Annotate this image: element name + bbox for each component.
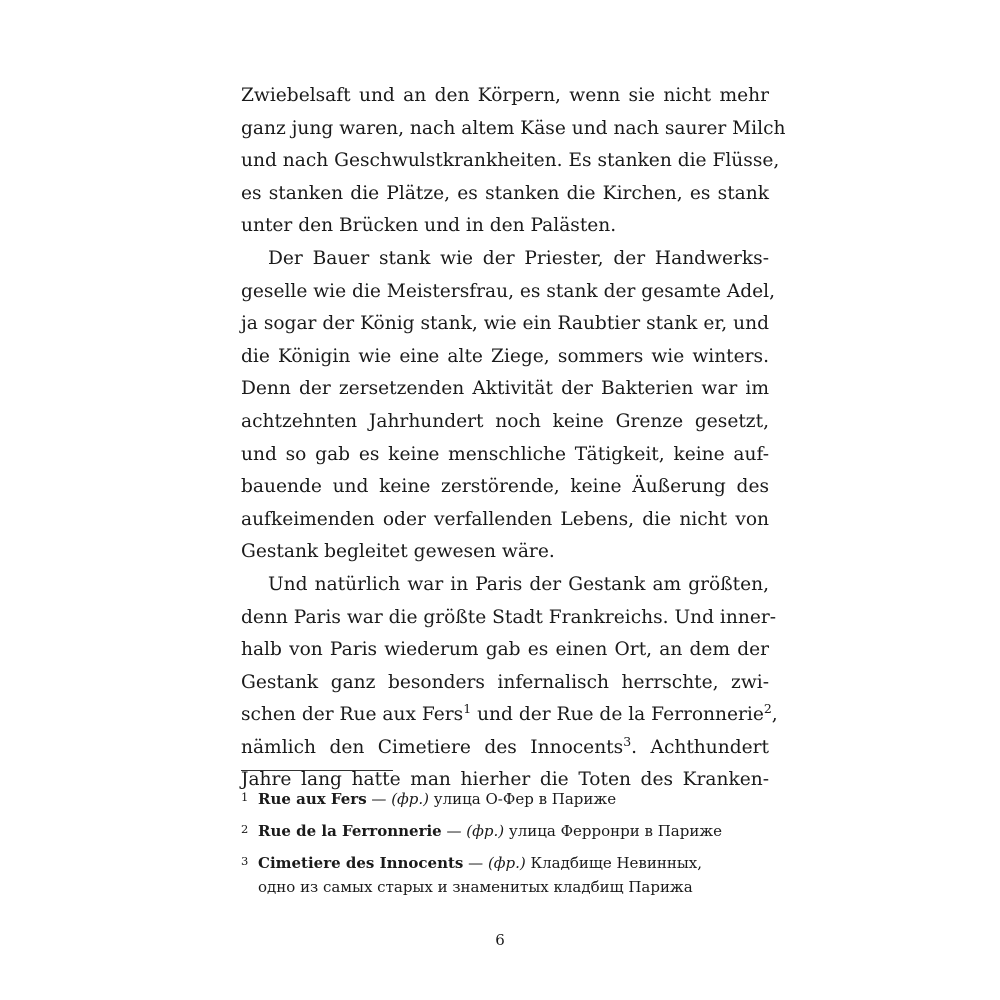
- text-line: ganz jung waren, nach altem Käse und nach saurer Milch: [241, 117, 786, 139]
- page-number: 6: [495, 931, 505, 949]
- footnote-number: 2: [241, 822, 249, 836]
- footnote-text: улица О-Фер в Париже: [429, 790, 617, 808]
- text-fragment: ,: [771, 704, 778, 726]
- footnote-language: (фр.): [487, 854, 526, 872]
- text-line: die Königin wie eine alte Ziege, sommers wie winters.: [241, 345, 769, 367]
- text-line: ja sogar der König stank, wie ein Raubtier stank er, und: [241, 313, 769, 335]
- text-line: es stanken die Plätze, es stanken die Kirchen, es stank: [241, 182, 769, 204]
- footnote: [241, 851, 769, 899]
- text-line: achtzehnten Jahrhundert noch keine Grenze gesetzt,: [241, 410, 769, 432]
- text-line: Gestank ganz besonders infernalisch herrschte, zwi-: [241, 671, 769, 693]
- text-line: halb von Paris wiederum gab es einen Ort, an dem der: [241, 639, 769, 661]
- footnote: [241, 819, 769, 843]
- text-fragment: . Achthundert: [631, 736, 769, 758]
- text-line: Denn der zersetzenden Aktivität der Bakterien war im: [241, 378, 769, 400]
- body-text: [241, 80, 786, 797]
- footnote-term: Rue de la Ferronnerie: [258, 822, 442, 840]
- text-line: geselle wie die Meistersfrau, es stank der gesamte Adel,: [241, 280, 776, 302]
- footnote-dash: —: [441, 822, 467, 840]
- text-fragment: schen der Rue aux Fers: [241, 704, 464, 726]
- text-fragment: nämlich den Cimetiere des Innocents: [241, 736, 624, 758]
- text-line: bauende und keine zerstörende, keine Äußerung des: [241, 476, 769, 498]
- footnote-dash: —: [463, 854, 488, 872]
- footnote-divider: [241, 770, 393, 771]
- text-line: und nach Geschwulstkrankheiten. Es stanken die Flüsse,: [241, 150, 780, 172]
- text-line: Der Bauer stank wie der Priester, der Handwerks-: [268, 247, 769, 269]
- text-line: [241, 732, 769, 765]
- footnote-ref: 3: [623, 733, 632, 749]
- text-line: [241, 699, 778, 732]
- footnote-number: 1: [241, 790, 249, 804]
- text-line: und so gab es keine menschliche Tätigkeit, keine auf-: [241, 443, 769, 465]
- footnote-text: Кладбище Невинных,: [525, 854, 703, 872]
- text-line: Jahre lang hatte man hierher die Toten des Kranken-: [241, 769, 769, 791]
- footnote-ref: 1: [463, 701, 472, 717]
- text-line: denn Paris war die größte Stadt Frankreichs. Und inner-: [241, 606, 776, 628]
- footnotes: [241, 787, 769, 899]
- text-line: Gestank begleitet gewesen wäre.: [241, 541, 555, 563]
- footnote-term: Cimetiere des Innocents: [258, 854, 464, 872]
- footnote-term: Rue aux Fers: [258, 790, 367, 808]
- text-line: Und natürlich war in Paris der Gestank am größten,: [268, 573, 769, 595]
- footnote: [241, 787, 769, 811]
- text-line: unter den Brücken und in den Palästen.: [241, 215, 617, 237]
- footnote-language: (фр.): [466, 822, 505, 840]
- footnote-text: улица Ферронри в Париже: [504, 822, 723, 840]
- footnote-text-continued: одно из самых старых и знаменитых кладбищ Парижа: [258, 878, 693, 896]
- footnote-dash: —: [366, 790, 392, 808]
- footnote-number: 3: [241, 854, 249, 868]
- text-line: Zwiebelsaft und an den Körpern, wenn sie nicht mehr: [241, 85, 769, 106]
- text-line: aufkeimenden oder verfallenden Lebens, die nicht von: [241, 508, 769, 530]
- text-fragment: und der Rue de la Ferronnerie: [471, 704, 764, 726]
- footnote-language: (фр.): [391, 790, 430, 808]
- footnote-ref: 2: [763, 701, 772, 717]
